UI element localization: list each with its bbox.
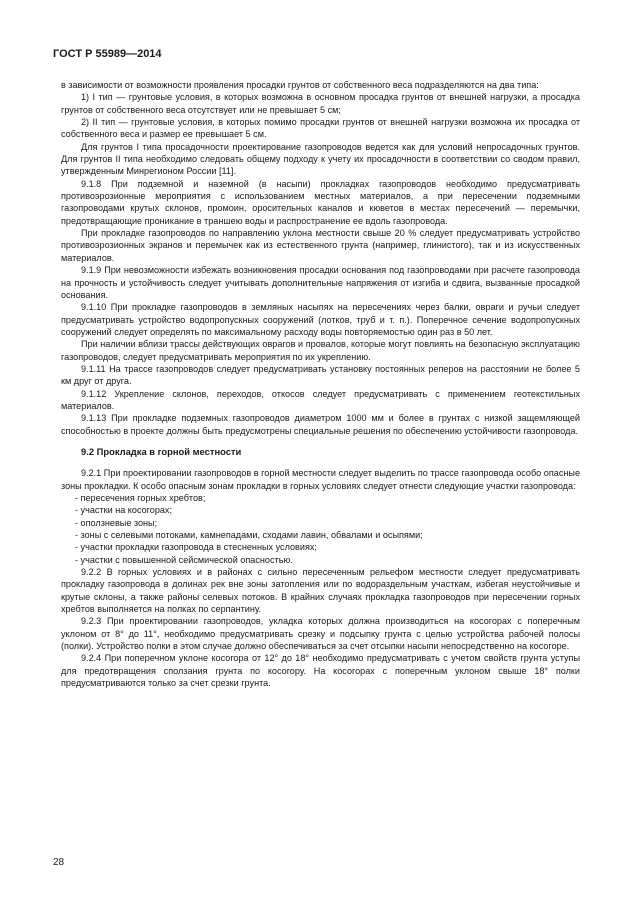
paragraph: в зависимости от возможности проявления просадки грунтов от собственного веса подразделяются на два типа: <box>61 80 539 90</box>
paragraph-9-2-2: 9.2.2 В горных условиях и в районах с сильно пересеченным рельефом местности следует предусматривать прокладку газопровода в долинах рек вне зоны затопления или по водораздельным участкам, избегая неустойчивые и крутые склоны, а также районы селевых потоков. В крайних случаях прокладка газопроводов при пересечении горных хребтов выполняется на полках по серпантину. <box>61 567 580 615</box>
list-item: - участки прокладки газопровода в стесненных условиях; <box>75 542 317 553</box>
list-item: - оползневые зоны; <box>75 517 158 528</box>
list-item: - зоны с селевыми потоками, камнепадами, сходами лавин, обвалами и осыпями; <box>75 530 423 541</box>
paragraph-9-1-11: 9.1.11 На трассе газопроводов следует предусматривать установку постоянных реперов на расстоянии не более 5 км друг от друга. <box>61 363 580 387</box>
list-item: - участки с повышенной сейсмической опасностью. <box>75 554 293 565</box>
paragraph-9-1-13: 9.1.13 При прокладке подземных газопроводов диаметром 1000 мм и более в грунтах с низкой защемляющей способностью в проекте должны быть предусмотрены специальные решения по обеспечению устойчивости газопровода. <box>61 413 580 436</box>
paragraph: 1) I тип — грунтовые условия, в которых возможна в основном просадка грунтов от внешней нагрузки, а просадка грунтов от собственного веса отсутствует или не превышает 5 см; <box>61 92 580 115</box>
paragraph-9-1-9: 9.1.9 При невозможности избежать возникновения просадки основания под газопроводами при расчете газопровода на прочность и устойчивость следует учитывать дополнительные напряжения от изгиба и сдвига, вызванные просадкой основания. <box>61 265 580 300</box>
paragraph-9-2-1: 9.2.1 При проектировании газопроводов в горной местности следует выделить по трассе газопровода особо опасные зоны прокладки. К особо опасным зонам прокладки в горных условиях следует отнести следующие участки газопровода: <box>61 468 580 491</box>
paragraph-9-1-10: 9.1.10 При прокладке газопроводов в земляных насыпях на пересечениях через балки, овраги и ручьи следует предусматривать устройство водопропускных сооружений (лотков, труб и т. п.). Поперечное сечение водопропускных сооружений следует определять по максимальному расходу воды повторяемостью один раз в 50 лет. <box>61 302 580 337</box>
paragraph-9-1-8: 9.1.8 При подземной и наземной (в насыпи) прокладках газопроводов необходимо предусматривать противоэрозионные мероприятия с использованием местных материалов, а при пересечении подземными газопроводами крутых склонов, промоин, оросительных каналов и кюветов в местах пересечений — перемычки, предотвращающие проникание в траншею воды и распространение ее вдоль газопровода. <box>61 178 580 226</box>
section-title: 9.2 Прокладка в горной местности <box>81 445 242 457</box>
paragraph-9-2-3: 9.2.3 При проектировании газопроводов, укладка которых должна производиться на косогорах с поперечным уклоном от 8° до 11°, необходимо предусматривать срезку и подсыпку грунта с целью устройства рабочей полосы (полки). Устройство полки в этом случае должно обеспечиваться за счет отсыпки насыпи непосредственно на косогоре. <box>61 616 580 652</box>
paragraph: При прокладке газопроводов по направлению уклона местности свыше 20 % следует предусматривать устройство противоэрозионных экранов и перемычек как из естественного грунта (например, глинистого), так и из искусственных материалов. <box>61 228 580 263</box>
list-item: - пересечения горных хребтов; <box>75 493 206 503</box>
list-item: - участки на косогорах; <box>75 505 173 516</box>
paragraph: При наличии вблизи трассы действующих оврагов и провалов, которые могут повлиять на безопасную эксплуатацию газопроводов, следует предусматривать мероприятия по их укреплению. <box>61 339 580 362</box>
paragraph: Для грунтов I типа просадочности проектирование газопроводов ведется как для условий непросадочных грунтов. Для грунтов II типа необходимо следовать общему подходу к учету их просадочности в соответствии со сводом правил, утвержденным Минрегионом России [11]. <box>61 141 580 177</box>
paragraph-9-2-4: 9.2.4 При поперечном уклоне косогора от 12° до 18° необходимо предусматривать с учетом свойств грунта уступы для предотвращения сползания грунта по косогору. На косогорах с поперечным уклоном свыше 18° полки предусматриваются только за счет срезки грунта. <box>61 653 580 689</box>
paragraph-9-1-12: 9.1.12 Укрепление склонов, переходов, откосов следует предусматривать с применением геотекстильных материалов. <box>61 388 580 411</box>
zone-list <box>61 492 580 566</box>
paragraph: 2) II тип — грунтовые условия, в которых помимо просадки грунтов от внешней нагрузки возможна их просадка от собственного веса и размер ее превышает 5 см. <box>61 117 580 140</box>
standard-header: ГОСТ Р 55989—2014 <box>53 48 162 60</box>
document-body <box>61 79 580 690</box>
page-number: 28 <box>53 857 65 868</box>
